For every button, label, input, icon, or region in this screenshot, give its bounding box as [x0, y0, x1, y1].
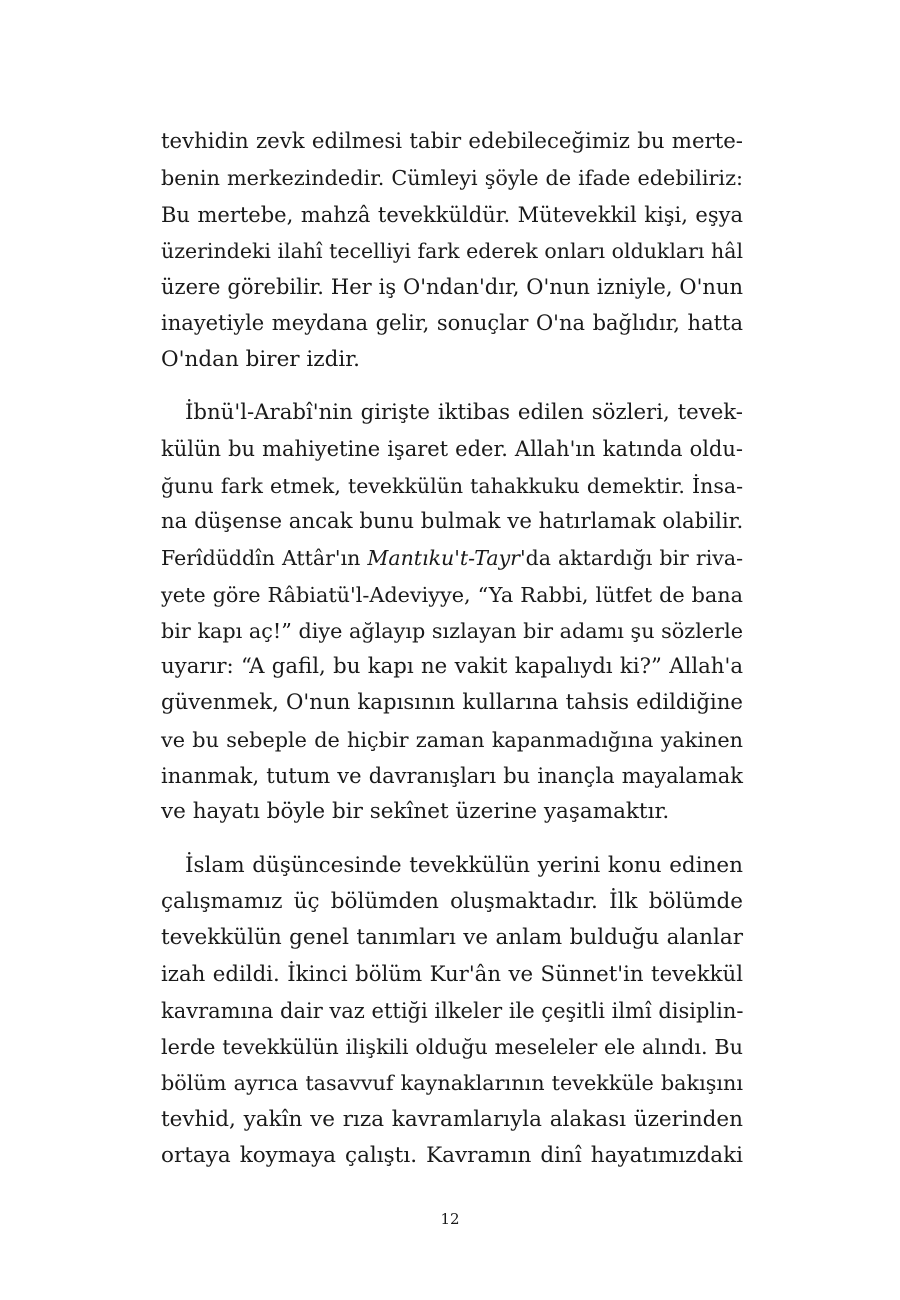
- text-line: tevhid, yakîn ve rıza kavramlarıyla alakası üzerinden: [161, 1106, 743, 1132]
- text-line: O'ndan birer izdir.: [161, 346, 360, 372]
- text-line: İslam düşüncesinde tevekkülün yerini konu edinen: [185, 852, 743, 878]
- text-line: külün bu mahiyetine işaret eder. Allah'ın katında oldu-: [161, 437, 743, 462]
- text-line: uyarır: “A gafil, bu kapı ne vakit kapalıydı ki?” Allah'a: [161, 654, 743, 680]
- text-line-with-book-title: [161, 540, 743, 576]
- text-line: lerde tevekkülün ilişkili olduğu meseleler ele alındı. Bu: [161, 1035, 743, 1060]
- text-line: tevekkülün genel tanımları ve anlam bulduğu alanlar: [161, 925, 743, 951]
- paragraph-2: [161, 395, 743, 831]
- text-line: yete göre Râbiatü'l-Adeviyye, “Ya Rabbi, lütfet de bana: [161, 582, 743, 607]
- text-line: ortaya koymaya çalıştı. Kavramın dinî hayatımızdaki: [161, 1143, 743, 1169]
- text-line: çalışmamız üç bölümden oluşmaktadır. İlk bölümde: [161, 888, 743, 914]
- book-title: Mantıku't-Tayr: [367, 546, 520, 571]
- text-line: benin merkezindedir. Cümleyi şöyle de ifade edebiliriz:: [161, 166, 743, 191]
- text-line: İbnü'l-Arabî'nin girişte iktibas edilen sözleri, tevek-: [185, 400, 743, 426]
- text-line: üzerindeki ilahî tecelliyi fark ederek onları oldukları hâl: [161, 238, 743, 263]
- text-line: inanmak, tutum ve davranışları bu inançla mayalamak: [161, 764, 743, 789]
- text-line: tevhidin zevk edilmesi tabir edebileceğimiz bu merte-: [161, 129, 743, 154]
- text-line: izah edildi. İkinci bölüm Kur'ân ve Sünnet'in tevekkül: [161, 961, 743, 987]
- text-line: Bu mertebe, mahzâ tevekküldür. Mütevekkil kişi, eşya: [161, 202, 743, 227]
- text-line: üzere görebilir. Her iş O'ndan'dır, O'nun izniyle, O'nun: [161, 275, 743, 300]
- text-line: güvenmek, O'nun kapısının kullarına tahsis edildiğine: [161, 690, 743, 716]
- text-line: bölüm ayrıca tasavvuf kaynaklarının tevekküle bakışını: [161, 1071, 743, 1096]
- text-after-title: 'da aktardığı bir riva-: [519, 546, 743, 571]
- text-line: kavramına dair vaz ettiği ilkeler ile çeşitli ilmî disiplin-: [161, 998, 744, 1023]
- text-line: ve hayatı böyle bir sekînet üzerine yaşamaktır.: [161, 799, 670, 825]
- page-body: [161, 124, 743, 1174]
- text-before-title: Ferîdüddîn Attâr'ın: [161, 546, 368, 571]
- text-line: na düşense ancak bunu bulmak ve hatırlamak olabilir.: [161, 508, 744, 534]
- paragraph-3: [161, 848, 743, 1175]
- paragraph-1: [161, 124, 743, 378]
- text-line: bir kapı aç!” diye ağlayıp sızlayan bir adamı şu sözlerle: [161, 618, 743, 643]
- text-line: inayetiyle meydana gelir, sonuçlar O'na bağlıdır, hatta: [161, 311, 743, 336]
- text-line: ve bu sebeple de hiçbir zaman kapanmadığına yakinen: [161, 727, 743, 752]
- page-number: 12: [440, 1210, 460, 1228]
- text-line: ğunu fark etmek, tevekkülün tahakkuku demektir. İnsa-: [161, 473, 743, 498]
